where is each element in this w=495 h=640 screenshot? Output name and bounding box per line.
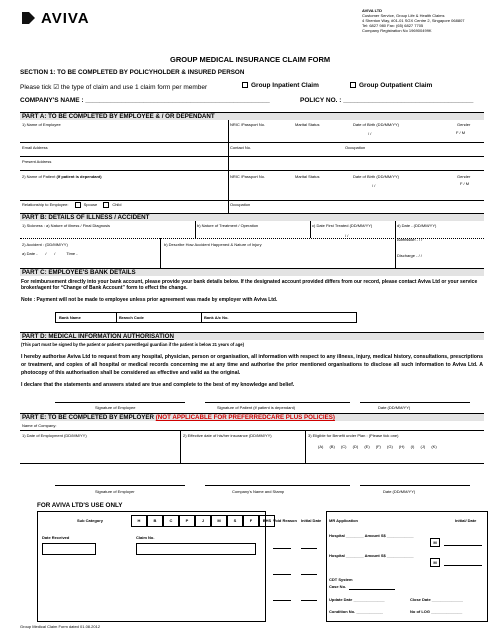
plan-k[interactable]: (K)	[431, 444, 437, 449]
claim-no-label: Claim No.	[136, 535, 155, 540]
patient-nric-label: NRIC /Passport No.	[230, 174, 266, 179]
bank-details-table	[55, 312, 357, 323]
update-date-label: Update Date ______________	[329, 597, 385, 602]
case-no-label: Case No.	[329, 584, 347, 589]
aviva-logo-icon	[21, 11, 37, 25]
plan-d[interactable]: (D)	[352, 444, 359, 449]
child-label: Child	[112, 202, 122, 208]
dob-slashes: / /	[368, 131, 372, 136]
bank-details-note: Note : Payment will not be made to employee unless prior agreement was made by employer with Aviva Ltd.	[21, 297, 278, 303]
dob-label: Date of Birth (DD/MM/YY)	[353, 122, 400, 127]
partB-header: PART B: DETAILS OF ILLNESS / ACCIDENT	[20, 213, 484, 221]
plan-options	[318, 444, 437, 449]
code-j[interactable]: J	[195, 515, 211, 527]
declaration-paragraph: I declare that the statements and answers stated are true and complete to the best of my knowledge and belief.	[21, 382, 295, 388]
patient-gender-options: F / M	[460, 181, 470, 186]
first-treated-label: c) Date First Treated (DD/MM/YY)	[312, 223, 373, 228]
code-p[interactable]: P	[179, 515, 195, 527]
claim-no-box[interactable]	[136, 543, 256, 555]
bank-name-label: Bank Name	[59, 315, 81, 320]
inpatient-checkbox[interactable]	[242, 82, 248, 88]
m-box-1[interactable]: M	[430, 538, 440, 547]
partC-header: PART C: EMPLOYEE'S BANK DETAILS	[20, 268, 484, 276]
outpatient-label: Group Outpatient Claim	[359, 82, 433, 89]
patient-dob-label: Date of Birth (DD/MM/YY)	[353, 174, 400, 179]
gender-label: Gender	[457, 122, 471, 127]
nric-label: NRIC /Passport No.	[230, 122, 266, 127]
company-dept: Customer Service, Group Life & Health Claims	[362, 13, 445, 18]
mr-application-label: MR Application	[329, 518, 358, 523]
accident-date-label: a) Date - / / Time -	[22, 251, 78, 256]
partE-date-label: Date (DD/MM/YY)	[383, 489, 416, 494]
name-of-patient-text: 2) Name of Patient	[22, 174, 56, 179]
outpatient-checkbox[interactable]	[350, 82, 356, 88]
employer-signature-label: Signature of Employer	[95, 489, 135, 494]
inpatient-label: Group Inpatient Claim	[251, 82, 319, 89]
plan-i[interactable]: (I)	[410, 444, 415, 449]
accident-label: 2) Accident : (DD/MM/YY)	[22, 242, 68, 247]
authorisation-paragraph: I hereby authorise Aviva Ltd to request from any hospital, physician, person or organisation, all information with respect to any illness, injury, medical history, consultations, prescriptions or treatment, and copies of all hospital or medical records concerning me at any time and authorise the prior mentioned organisations to disclose all such information to Aviva Ltd. A photocopy of this authorisation shall be considered as effective and valid as the original.	[21, 354, 483, 376]
partE-title: PART E: TO BE COMPLETED BY EMPLOYER	[22, 414, 156, 421]
close-date-label: Close Date ______________	[410, 597, 463, 602]
office-use-left-box	[37, 511, 266, 622]
code-b[interactable]: B	[147, 515, 163, 527]
partD-date-label: Date (DD/MM/YY)	[378, 405, 411, 410]
claim-type-instruction: Please tick ☑ the type of claim and use 1 claim form per member	[20, 84, 208, 91]
patient-signature-label: Signature of Patient (if patient is dependant)	[217, 405, 296, 410]
code-m[interactable]: M	[211, 515, 227, 527]
code-s[interactable]: S	[227, 515, 243, 527]
policy-no-field[interactable]: POLICY NO. : ____________________________________	[300, 97, 474, 104]
condition-no-label: Condition No. ____________	[329, 609, 384, 614]
company-name-label: Name of Company:	[22, 423, 57, 428]
patient-dob-slashes: / /	[372, 183, 376, 188]
hospital-amount-1[interactable]: Hospital ________ Amount S$ ____________	[329, 533, 414, 538]
footer-text: Group Medical Claim Form dated 01.08.2012	[20, 624, 101, 629]
first-treated-slashes: / /	[345, 233, 349, 238]
branch-code-label: Branch Code	[119, 315, 144, 320]
plan-c[interactable]: (C)	[340, 444, 347, 449]
cdt-system-label: CDT System	[329, 577, 353, 582]
inpatient-option[interactable]	[242, 82, 319, 89]
sickness-label: 1) Sickness : a) Nature of illness / Final Diagnosis	[22, 223, 111, 228]
gender-options: F / M	[456, 130, 466, 135]
patient-occupation-label: Occupation	[230, 202, 251, 207]
partE-title-note: (NOT APPLICABLE FOR PREFERREDCARE PLUS POLICIES)	[155, 414, 335, 421]
plan-g[interactable]: (G)	[387, 444, 393, 449]
accident-describe-label: b) Describe How Accident Happened & Nature of Injury	[164, 242, 262, 247]
company-reg: Company Registration No 196900499K	[362, 28, 432, 33]
contact-label: Contact No.	[230, 145, 252, 150]
brand-name: AVIVA	[41, 10, 90, 27]
initial-date2-label: Initial/ Date	[455, 518, 477, 523]
bank-details-instruction: For reimbursement directly into your bank account, please provide your bank details below. If the designated account provided differs from our record, please contact Aviva Ltd or your service broker/agent for “Change of Bank Account” form to effect the change.	[21, 279, 478, 292]
plan-h[interactable]: (H)	[398, 444, 405, 449]
date-received-box[interactable]	[42, 543, 96, 555]
eff-date-label: 2) Effective date of his/her insurance (DD/MM/YY)	[183, 433, 272, 438]
m-box-2[interactable]: M	[430, 558, 440, 567]
hospital-amount-2[interactable]: Hospital ________ Amount S$ ____________	[329, 553, 414, 558]
company-info	[362, 8, 487, 33]
sub-category-label: Sub Category	[77, 518, 104, 523]
company-stamp-label: Company's Name and Stamp	[232, 489, 285, 494]
doe-label: 1) Date of Employment (DD/MM/YY)	[22, 433, 87, 438]
void-reason-label: Void Reason	[273, 518, 297, 523]
code-f[interactable]: F	[243, 515, 259, 527]
outpatient-option[interactable]	[350, 82, 432, 89]
plan-a[interactable]: (A)	[318, 444, 324, 449]
section1-title: SECTION 1: TO BE COMPLETED BY POLICYHOLDER & INSURED PERSON	[20, 69, 245, 76]
child-checkbox[interactable]	[103, 202, 109, 208]
admission-label: Admission - / /	[397, 237, 423, 242]
partE-header	[20, 413, 484, 421]
occupation-label: Occupation	[345, 145, 366, 150]
spouse-checkbox[interactable]	[75, 202, 81, 208]
sub-category-codes	[131, 515, 275, 525]
form-title: GROUP MEDICAL INSURANCE CLAIM FORM	[170, 55, 331, 64]
date-received-label: Date Received	[42, 535, 70, 540]
code-h[interactable]: H	[131, 515, 147, 527]
company-contact: Tel: 6827 980 Fax: (65) 6827 7705	[362, 23, 424, 28]
code-c[interactable]: C	[163, 515, 179, 527]
dates-label: d) Date - (DD/MM/YY)	[397, 223, 437, 228]
bank-ac-label: Bank A/c No.	[204, 315, 229, 320]
address-label: Present Address	[22, 159, 52, 164]
marital-label: Marital Status	[295, 122, 320, 127]
partD-subtitle: (This part must be signed by the patient or patient's parent/legal guardian if the patient is below 21 years of age)	[21, 342, 244, 347]
partA-header: PART A: TO BE COMPLETED BY EMPLOYEE & / OR DEPENDANT	[20, 112, 484, 120]
patient-marital-label: Marital Status	[295, 174, 320, 179]
name-of-patient-note: (If patient is dependant)	[56, 174, 102, 179]
eligible-label: 3) Eligible for Benefit under Plan : (Please tick one)	[308, 433, 399, 438]
name-of-patient-label	[22, 174, 102, 179]
relationship-row	[22, 202, 121, 208]
treatment-label: b) Nature of Treatment / Operation	[197, 223, 259, 228]
patient-gender-label: Gender	[457, 174, 471, 179]
plan-f[interactable]: (F)	[375, 444, 381, 449]
spouse-label: Spouse	[83, 202, 98, 208]
office-use-right-box	[326, 511, 488, 622]
employee-signature-label: Signature of Employee	[95, 405, 136, 410]
relationship-label: Relationship to Employee:	[22, 202, 69, 208]
no-of-log-label: No of LOG ______________	[410, 609, 463, 614]
company-name-field[interactable]: COMPANY'S NAME : ___________________________________________________	[20, 97, 270, 104]
company-name: AVIVA LTD	[362, 8, 383, 13]
email-label: Email Address	[22, 145, 48, 150]
plan-e[interactable]: (E)	[364, 444, 370, 449]
code-bhs[interactable]: BHS	[259, 515, 275, 527]
discharge-label: Discharge - / /	[397, 253, 422, 258]
initial-date-label: Initial Date	[301, 518, 322, 523]
company-address: 4 Shenton Way, #01-01 SGX Centre 2, Singapore 068807	[362, 18, 465, 23]
name-of-employee-label: 1) Name of Employee	[22, 122, 61, 127]
partD-header: PART D: MEDICAL INFORMATION AUTHORISATION	[20, 332, 484, 340]
office-use-title: FOR AVIVA LTD'S USE ONLY	[37, 502, 123, 509]
plan-b[interactable]: (B)	[329, 444, 335, 449]
plan-j[interactable]: (J)	[420, 444, 426, 449]
